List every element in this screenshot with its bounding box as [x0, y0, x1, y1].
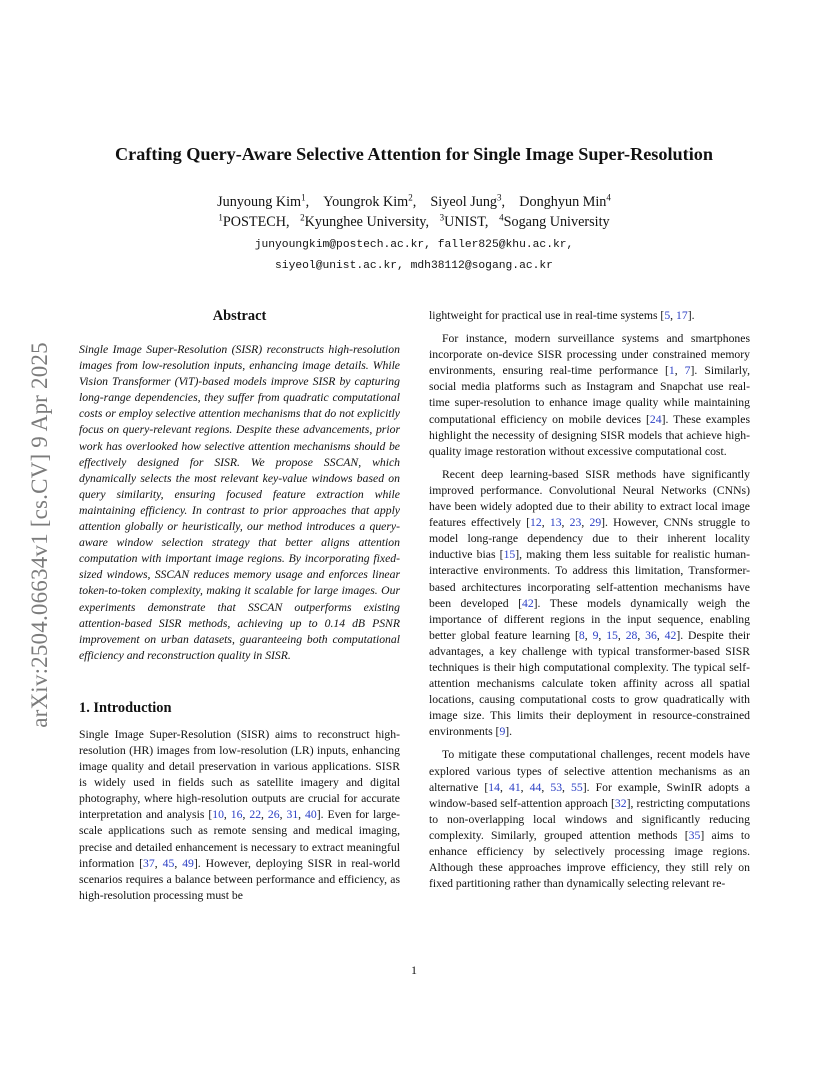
affiliation-mark: 4 [499, 212, 504, 223]
citation-link[interactable]: 5 [664, 309, 671, 322]
intro-paragraph-4: To mitigate these computational challenges, recent models have explored various types of selective attention mechanisms as an alternative [14, 41, 44, 53, 55]. For example, SwinIR adopts a window-based self-attention approach [32], restricting computations to non-overlapping local windows and significantly reducing complexity. Similarly, grouped attention methods [35] aims to enhance efficiency by selectively processing image regions. Although these approaches improve efficiency, they still rely on fixed partitioning rather than dynamically selecting relevant re- [429, 748, 751, 891]
citation-link[interactable]: 29 [589, 516, 602, 530]
affiliation-mark: 1 [218, 212, 223, 223]
abstract-body: Single Image Super-Resolution (SISR) reconstructs high-resolution images from low-resolution inputs, enhancing image details. While Vision Transformer (ViT)-based models improve SISR by capturing long-range dependencies, they suffer from quadratic computational costs or employ selective attention mechanisms that do not explicitly focus on query-relevant regions. Despite these advancements, prior work has overlooked how selective attention mechanisms should be effectively designed for SISR. We propose SSCAN, which dynamically selects the most relevant key-value windows based on query similarity, ensuring focused feature extraction while maintaining efficiency. In contrast to prior approaches that apply attention globally or heuristically, our method introduces a query-aware window selection strategy that better aligns attention computation with important image regions. By incorporating fixed-sized windows, SSCAN reduces memory usage and enforces linear token-to-token complexity, making it scalable for large images. Our experiments demonstrate that SSCAN outperforms existing attention-based SISR methods, achieving up to 0.14 dB PSNR improvement on urban datasets, guaranteeing both computational efficiency and reconstruction quality in SISR. [79, 343, 400, 662]
citation-link[interactable]: 35 [688, 828, 701, 842]
citation-link[interactable]: 53 [550, 780, 563, 794]
citation-link[interactable]: 17 [676, 309, 688, 322]
citation-link[interactable]: 1 [668, 364, 675, 378]
citation-link[interactable]: 49 [182, 856, 194, 870]
citation-link[interactable]: 55 [571, 780, 583, 794]
citation-link[interactable]: 42 [521, 596, 534, 610]
arxiv-identifier-stamp [23, 300, 57, 770]
citation-link[interactable]: 23 [569, 516, 582, 530]
affiliation-mark: 3 [439, 212, 445, 223]
author-name: Youngrok Kim [323, 194, 409, 210]
citation-link[interactable]: 9 [592, 628, 599, 642]
citation-link[interactable]: 22 [249, 808, 262, 822]
citation-link[interactable]: 31 [286, 808, 299, 822]
author-name: Junyoung Kim [217, 194, 302, 210]
affiliation-name: POSTECH [222, 214, 286, 230]
citation-link[interactable]: 7 [684, 364, 691, 378]
citation-link[interactable]: 8 [578, 628, 585, 642]
email-line-2: siyeol@unist.ac.kr, mdh38112@sogang.ac.kr [275, 260, 553, 272]
paper-title: Crafting Query-Aware Selective Attention for Single Image Super-Resolution [115, 144, 713, 164]
intro-paragraph-1: Single Image Super-Resolution (SISR) aims to reconstruct high-resolution (HR) images from low-resolution (LR) inputs, enhancing image quality and detail preservation in various applications. SISR is widely used in fields such as satellite imagery and digital photography, where high-resolution outputs are crucial for accurate interpretation and analysis [10, 16, 22, 26, 31, 40]. Even for large-scale applications such as remote sensing and medical imaging, precise and detailed enhancement is necessary to extract meaningful information [37, 45, 49]. However, deploying SISR in real-world scenarios requires a balance between performance and efficiency, as high-resolution processing must be [79, 727, 401, 902]
author-affiliation-mark: 2 [408, 192, 413, 203]
affiliation-name: UNIST [444, 214, 485, 230]
right-column [429, 308, 750, 899]
affiliation-mark: 2 [300, 212, 305, 223]
author-affiliation-mark: 4 [606, 192, 611, 203]
citation-link[interactable]: 41 [508, 780, 521, 794]
affiliation-list: $^1$POSTECH, $^2$Kyunghee University, $^3$UNIST, $^4$Sogang University [218, 212, 610, 230]
affiliation-name: Kyunghee University [304, 214, 426, 230]
citation-link[interactable]: 15 [606, 628, 618, 642]
citation-link[interactable]: 13 [549, 516, 562, 530]
author-affiliation-mark: 1 [301, 192, 306, 203]
author-list: Junyoung Kim$^1$, Youngrok Kim$^2$, Siyeol Jung$^3$, Donghyun Min$^4$ [217, 192, 611, 210]
citation-link[interactable]: 28 [625, 628, 638, 642]
author-name: Siyeol Jung [430, 194, 498, 210]
citation-link[interactable]: 14 [488, 780, 500, 794]
citation-link[interactable]: 15 [503, 548, 516, 562]
author-affiliation-mark: 3 [497, 192, 502, 203]
page-number: 1 [411, 963, 417, 977]
abstract-heading: Abstract [212, 308, 267, 324]
email-line-1: junyoungkim@postech.ac.kr, faller825@khu.ac.kr, [254, 239, 574, 251]
citation-link[interactable]: 16 [230, 808, 243, 822]
citation-link[interactable]: 37 [143, 856, 155, 870]
citation-link[interactable]: 36 [645, 628, 657, 642]
author-name: Donghyun Min [519, 194, 607, 210]
citation-link[interactable]: 45 [162, 856, 175, 870]
intro-paragraph-2: For instance, modern surveillance systems and smartphones incorporate on-device SISR processing under constrained memory environments, ensuring real-time performance [1, 7]. Similarly, social media platforms such as Instagram and Snapchat use real-time super-resolution to enhance image quality while maintaining computational efficiency on mobile devices [24]. These examples highlight the necessity of designing SISR models that achieve high-quality image restoration without excessive computational cost. [429, 332, 750, 458]
section-heading-introduction: 1. Introduction [79, 699, 172, 716]
citation-link[interactable]: 40 [305, 808, 317, 822]
citation-link[interactable]: 44 [529, 780, 542, 794]
arxiv-stamp-text: arXiv:2504.06634v1 [cs.CV] 9 Apr 2025 [27, 342, 52, 728]
affiliation-name: Sogang University [503, 214, 610, 230]
citation-link[interactable]: 24 [649, 412, 662, 426]
citation-link[interactable]: 42 [664, 628, 677, 642]
citation-link[interactable]: 9 [499, 725, 506, 739]
intro-paragraph-3: Recent deep learning-based SISR methods have significantly improved performance. Convolutional Neural Networks (CNNs) have been widely adopted due to their ability to extract local image features effectively [12, 13, 23, 29]. However, CNNs struggle to model long-range dependency due to their inherent locality inductive bias [15], making them less suitable for realistic human-interactive environments. To address this limitation, Transformer-based architectures incorporating self-attention mechanisms have been developed [42]. These models dynamically weigh the importance of different regions in the input sequence, enabling better global feature learning [8, 9, 15, 28, 36, 42]. Despite their advantages, a key challenge with typical transformer-based SISR techniques is their high computational complexity. The typical self-attention mechanisms calculate token affinity across all spatial locations, causing computational costs to grow quadratically with image size. This limits their deployment in resource-constrained environments [9]. [429, 467, 751, 739]
citation-link[interactable]: 32 [614, 796, 627, 810]
left-column [79, 306, 400, 904]
intro-paragraph-1-continued: lightweight for practical use in real-time systems [5, 17]. [429, 309, 695, 322]
citation-link[interactable]: 12 [530, 516, 542, 530]
citation-link[interactable]: 10 [212, 808, 224, 822]
paper-header [60, 142, 768, 277]
citation-link[interactable]: 26 [267, 808, 280, 822]
